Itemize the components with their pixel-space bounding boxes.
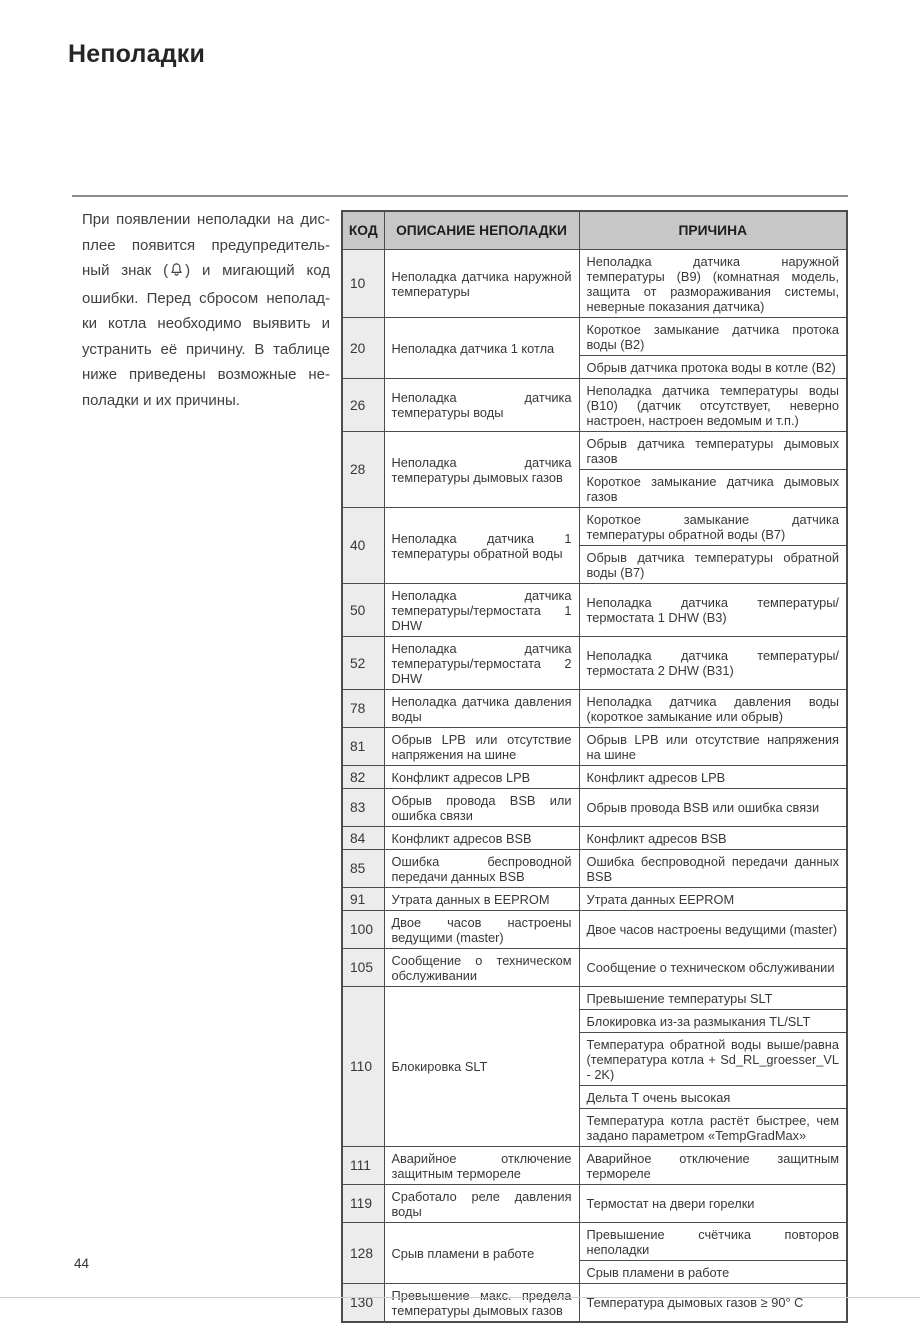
page-title: Неполадки bbox=[68, 40, 206, 68]
intro-line: ниже приведены возможные не- bbox=[82, 366, 330, 383]
fault-cause-cell: Обрыв LPB или отсутствие напряжения на шине bbox=[579, 728, 847, 766]
fault-cause-cell: Обрыв датчика температуры обратной воды (B7) bbox=[579, 546, 847, 584]
fault-description-cell: Двое часов настроены ведущими (master) bbox=[384, 911, 579, 949]
table-row bbox=[342, 584, 847, 637]
fault-code-cell: 128 bbox=[342, 1223, 384, 1284]
table-row bbox=[342, 250, 847, 318]
header-cause: ПРИЧИНА bbox=[579, 211, 847, 250]
fault-table bbox=[341, 210, 848, 1323]
fault-cause-cell: Неполадка датчика давления воды (короткое замыкание или обрыв) bbox=[579, 690, 847, 728]
fault-code-cell: 119 bbox=[342, 1185, 384, 1223]
fault-code-cell: 130 bbox=[342, 1284, 384, 1323]
fault-code-cell: 20 bbox=[342, 318, 384, 379]
fault-cause-cell: Аварийное отключение защитным термореле bbox=[579, 1147, 847, 1185]
table-row bbox=[342, 949, 847, 987]
table-row bbox=[342, 432, 847, 470]
fault-cause-cell: Короткое замыкание датчика температуры обратной воды (B7) bbox=[579, 508, 847, 546]
fault-code-cell: 50 bbox=[342, 584, 384, 637]
fault-code-cell: 82 bbox=[342, 766, 384, 789]
page-number: 44 bbox=[74, 1256, 90, 1271]
fault-description-cell: Неполадка датчика температуры воды bbox=[384, 379, 579, 432]
fault-description-cell: Сообщение о техническом обслуживании bbox=[384, 949, 579, 987]
fault-description-cell: Конфликт адресов LPB bbox=[384, 766, 579, 789]
table-row bbox=[342, 1185, 847, 1223]
intro-line-with-bell bbox=[82, 258, 330, 286]
fault-cause-cell: Утрата данных EEPROM bbox=[579, 888, 847, 911]
fault-code-cell: 83 bbox=[342, 789, 384, 827]
table-row bbox=[342, 987, 847, 1010]
fault-description-cell: Срыв пламени в работе bbox=[384, 1223, 579, 1284]
fault-cause-cell: Превышение температуры SLT bbox=[579, 987, 847, 1010]
intro-line: ки котла необходимо выявить и bbox=[82, 315, 330, 332]
fault-description-cell: Сработало реле давления воды bbox=[384, 1185, 579, 1223]
fault-description-cell: Обрыв LPB или отсутствие напряжения на шине bbox=[384, 728, 579, 766]
fault-description-cell: Неполадка датчика температуры/термостата 2 DHW bbox=[384, 637, 579, 690]
table-row bbox=[342, 637, 847, 690]
intro-paragraph bbox=[82, 207, 330, 413]
fault-cause-cell: Короткое замыкание датчика протока воды (B2) bbox=[579, 318, 847, 356]
fault-description-cell: Неполадка датчика 1 температуры обратной воды bbox=[384, 508, 579, 584]
table-row bbox=[342, 379, 847, 432]
fault-cause-cell: Неполадка датчика температуры/термостата 1 DHW (B3) bbox=[579, 584, 847, 637]
table-row bbox=[342, 508, 847, 546]
page-bottom-edge bbox=[0, 1297, 920, 1298]
table-row bbox=[342, 1223, 847, 1261]
fault-description-cell: Неполадка датчика наружной температуры bbox=[384, 250, 579, 318]
fault-description-cell: Неполадка датчика давления воды bbox=[384, 690, 579, 728]
intro-line: устранить её причину. В таблице bbox=[82, 340, 330, 358]
fault-description-cell: Обрыв провода BSB или ошибка связи bbox=[384, 789, 579, 827]
fault-code-cell: 52 bbox=[342, 637, 384, 690]
fault-cause-cell: Неполадка датчика температуры/термостата 2 DHW (B31) bbox=[579, 637, 847, 690]
fault-cause-cell: Двое часов настроены ведущими (master) bbox=[579, 911, 847, 949]
header-code: КОД bbox=[342, 211, 384, 250]
intro-line-text: ный знак ( bbox=[82, 262, 169, 279]
table-row bbox=[342, 1284, 847, 1323]
fault-code-cell: 91 bbox=[342, 888, 384, 911]
fault-description-cell: Превышение макс. предела температуры дымовых газов bbox=[384, 1284, 579, 1323]
fault-cause-cell: Температура дымовых газов ≥ 90° C bbox=[579, 1284, 847, 1323]
fault-code-cell: 78 bbox=[342, 690, 384, 728]
fault-code-cell: 10 bbox=[342, 250, 384, 318]
fault-code-cell: 84 bbox=[342, 827, 384, 850]
table-row bbox=[342, 766, 847, 789]
fault-description-cell: Утрата данных в EEPROM bbox=[384, 888, 579, 911]
intro-line: плее появится предупредитель- bbox=[82, 236, 330, 254]
fault-code-cell: 111 bbox=[342, 1147, 384, 1185]
fault-cause-cell: Обрыв датчика протока воды в котле (B2) bbox=[579, 356, 847, 379]
fault-cause-cell: Температура обратной воды выше/равна (температура котла + Sd_RL_groesser_VL - 2K) bbox=[579, 1033, 847, 1086]
table-row bbox=[342, 888, 847, 911]
fault-code-cell: 28 bbox=[342, 432, 384, 508]
fault-cause-cell: Конфликт адресов BSB bbox=[579, 827, 847, 850]
table-row bbox=[342, 827, 847, 850]
fault-cause-cell: Термостат на двери горелки bbox=[579, 1185, 847, 1223]
fault-cause-cell: Неполадка датчика температуры воды (B10) (датчик отсутствует, неверно настроен, настроен ведомым и т.п.) bbox=[579, 379, 847, 432]
table-row bbox=[342, 318, 847, 356]
fault-table-body bbox=[342, 250, 847, 1323]
fault-cause-cell: Превышение счётчика повторов неполадки bbox=[579, 1223, 847, 1261]
table-header-row bbox=[342, 211, 847, 250]
table-row bbox=[342, 728, 847, 766]
fault-cause-cell: Дельта Т очень высокая bbox=[579, 1086, 847, 1109]
fault-code-cell: 105 bbox=[342, 949, 384, 987]
fault-cause-cell: Короткое замыкание датчика дымовых газов bbox=[579, 470, 847, 508]
fault-cause-cell: Температура котла растёт быстрее, чем задано параметром «TempGradMax» bbox=[579, 1109, 847, 1147]
table-row bbox=[342, 850, 847, 888]
fault-cause-cell: Обрыв датчика температуры дымовых газов bbox=[579, 432, 847, 470]
fault-code-cell: 85 bbox=[342, 850, 384, 888]
table-row bbox=[342, 911, 847, 949]
fault-description-cell: Неполадка датчика температуры/термостата 1 DHW bbox=[384, 584, 579, 637]
fault-description-cell: Конфликт адресов BSB bbox=[384, 827, 579, 850]
intro-line-text: ) и мигающий код bbox=[185, 262, 330, 279]
fault-cause-cell: Сообщение о техническом обслуживании bbox=[579, 949, 847, 987]
fault-cause-cell: Неполадка датчика наружной температуры (B9) (комнатная модель, защита от размораживания системы, неверные показания датчика) bbox=[579, 250, 847, 318]
section-divider-line bbox=[72, 195, 848, 197]
fault-code-cell: 81 bbox=[342, 728, 384, 766]
fault-code-cell: 100 bbox=[342, 911, 384, 949]
intro-line: При появлении неполадки на дис- bbox=[82, 211, 330, 228]
fault-cause-cell: Обрыв провода BSB или ошибка связи bbox=[579, 789, 847, 827]
fault-description-cell: Ошибка беспроводной передачи данных BSB bbox=[384, 850, 579, 888]
fault-cause-cell: Конфликт адресов LPB bbox=[579, 766, 847, 789]
fault-cause-cell: Срыв пламени в работе bbox=[579, 1261, 847, 1284]
fault-code-cell: 26 bbox=[342, 379, 384, 432]
bell-warning-icon bbox=[169, 260, 184, 286]
fault-code-cell: 40 bbox=[342, 508, 384, 584]
fault-description-cell: Неполадка датчика температуры дымовых газов bbox=[384, 432, 579, 508]
fault-cause-cell: Блокировка из-за размыкания TL/SLT bbox=[579, 1010, 847, 1033]
intro-line: ошибки. Перед сбросом неполад- bbox=[82, 289, 330, 307]
table-row bbox=[342, 789, 847, 827]
table-row bbox=[342, 690, 847, 728]
intro-line: поладки и их причины. bbox=[82, 391, 240, 409]
fault-description-cell: Блокировка SLT bbox=[384, 987, 579, 1147]
table-row bbox=[342, 1147, 847, 1185]
fault-description-cell: Неполадка датчика 1 котла bbox=[384, 318, 579, 379]
fault-cause-cell: Ошибка беспроводной передачи данных BSB bbox=[579, 850, 847, 888]
fault-code-cell: 110 bbox=[342, 987, 384, 1147]
header-description: ОПИСАНИЕ НЕПОЛАДКИ bbox=[384, 211, 579, 250]
fault-description-cell: Аварийное отключение защитным термореле bbox=[384, 1147, 579, 1185]
